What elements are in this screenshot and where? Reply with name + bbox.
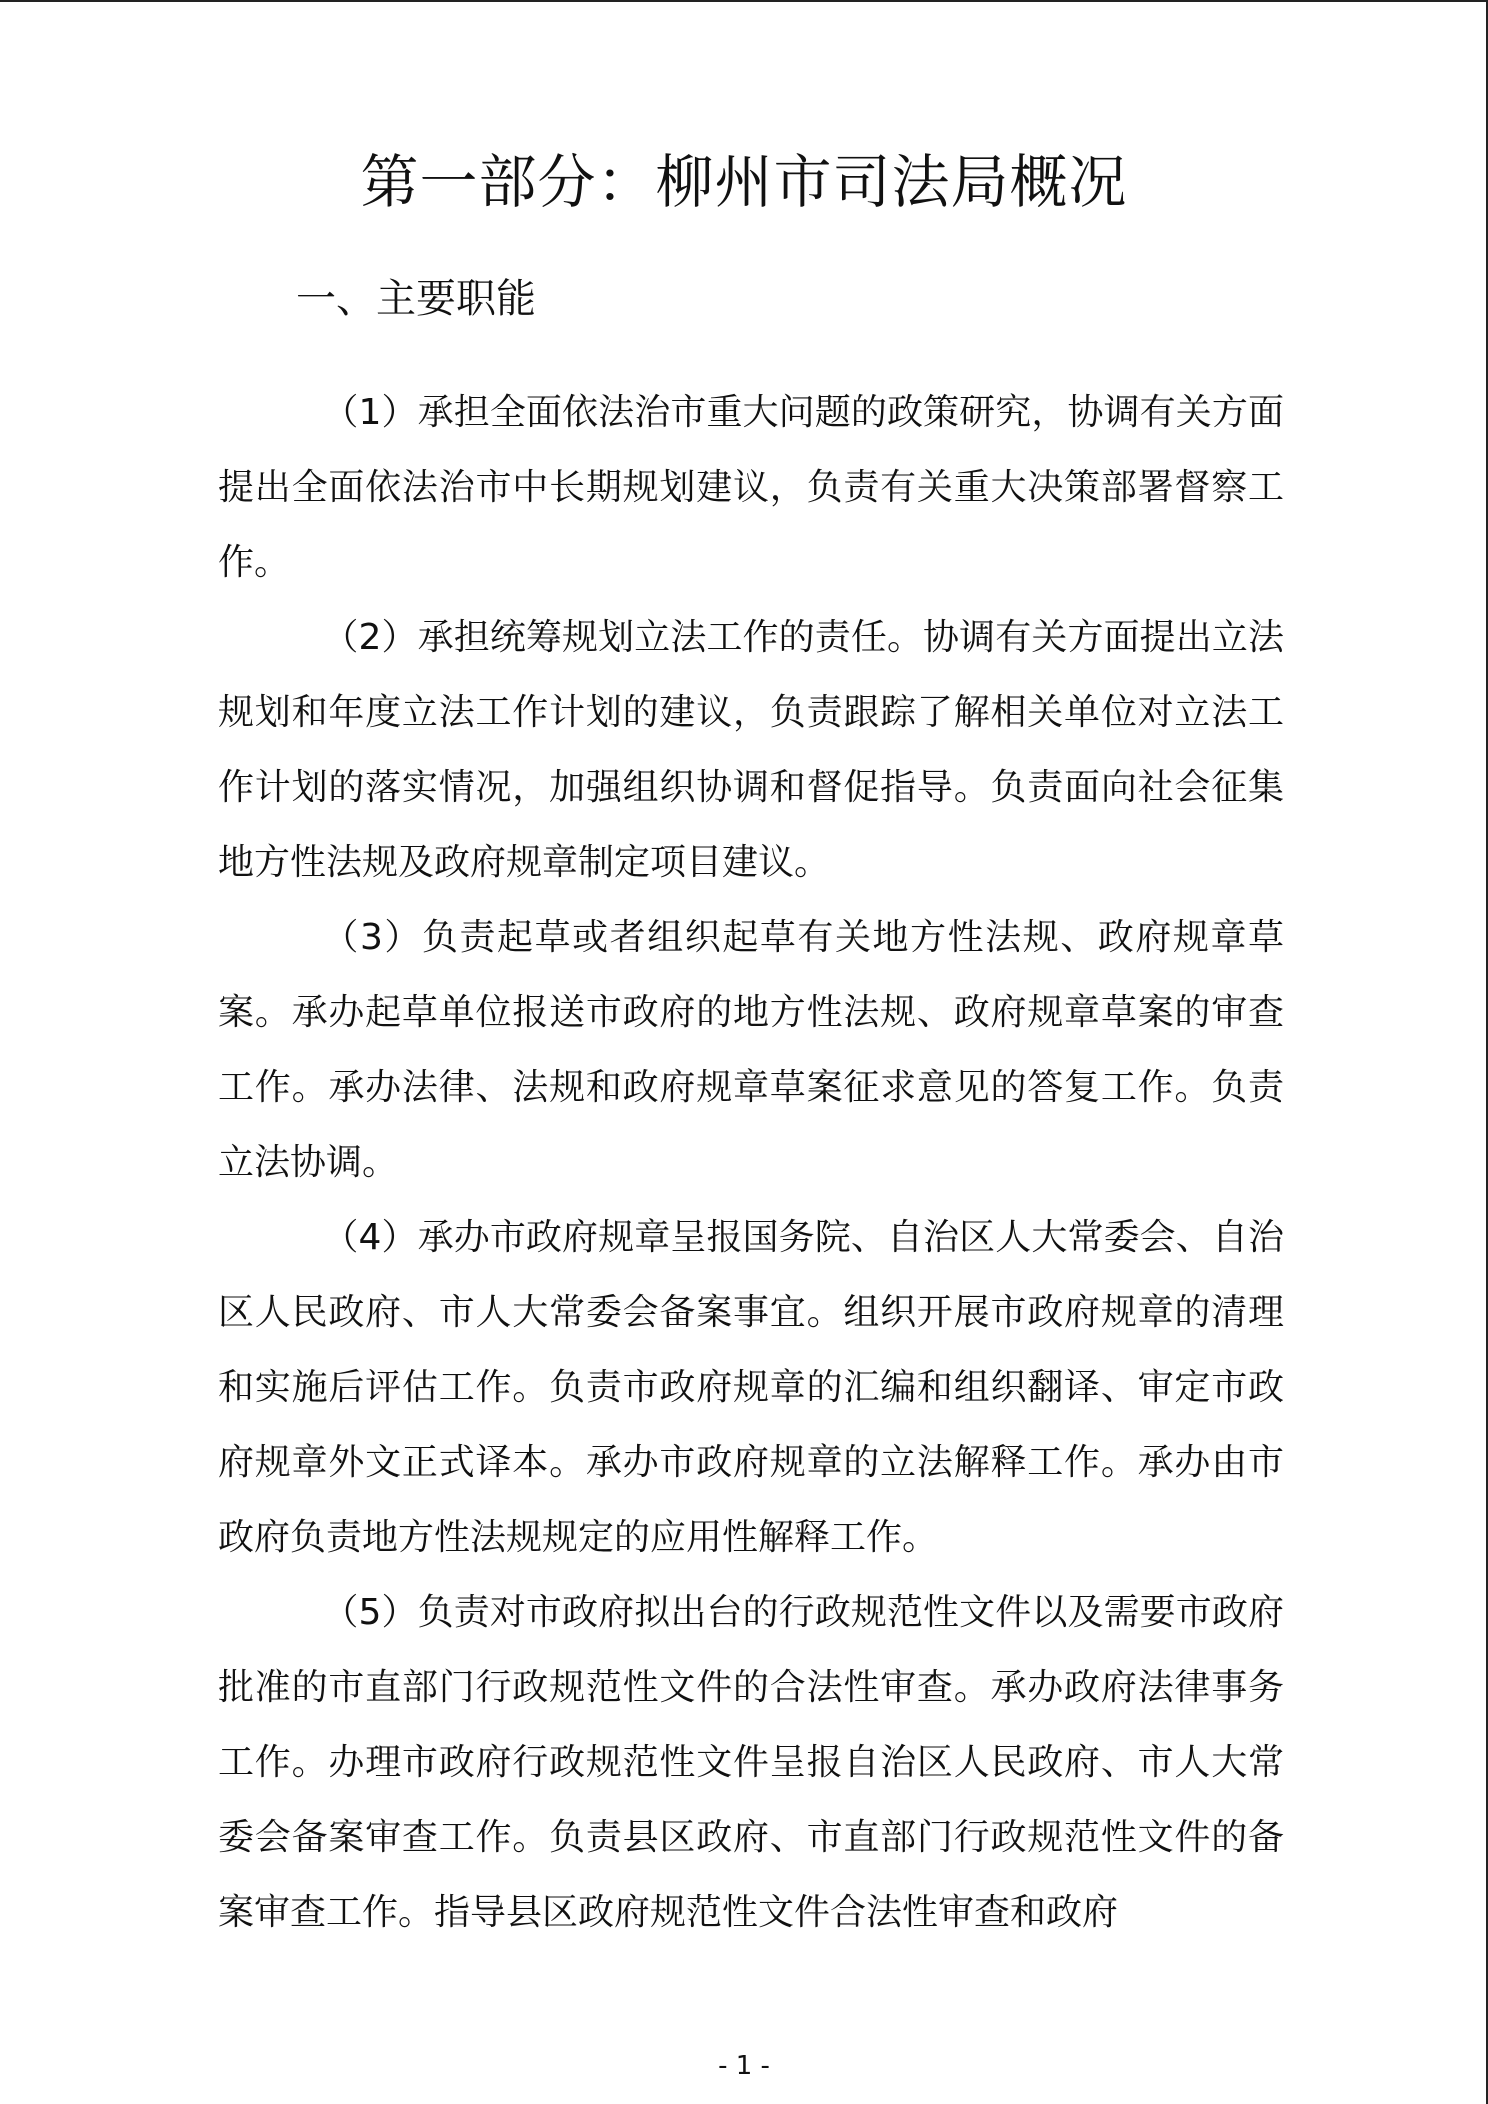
paragraph-5: （5）负责对市政府拟出台的行政规范性文件以及需要市政府批准的市直部门行政规范性文件的合法性审查。承办政府法律事务工作。办理市政府行政规范性文件呈报自治区人民政府、市人大常委会备案审查工作。负责县区政府、市直部门行政规范性文件的备案审查工作。指导县区政府规范性文件合法性审查和政府 [218, 1592, 1284, 1933]
page-title: 第一部分：柳州市司法局概况 [360, 148, 1128, 216]
paragraph-2: （2）承担统筹规划立法工作的责任。协调有关方面提出立法规划和年度立法工作计划的建议，负责跟踪了解相关单位对立法工作计划的落实情况，加强组织协调和督促指导。负责面向社会征集地方性法规及政府规章制定项目建议。 [218, 617, 1284, 883]
paragraph-3: （3）负责起草或者组织起草有关地方性法规、政府规章草案。承办起草单位报送市政府的地方性法规、政府规章草案的审查工作。承办法律、法规和政府规章草案征求意见的答复工作。负责立法协调。 [218, 917, 1284, 1183]
paragraph-1: （1）承担全面依法治市重大问题的政策研究，协调有关方面提出全面依法治市中长期规划建议，负责有关重大决策部署督察工作。 [218, 392, 1284, 583]
section-heading: 一、主要职能 [296, 276, 536, 322]
paragraph-4: （4）承办市政府规章呈报国务院、自治区人大常委会、自治区人民政府、市人大常委会备案事宜。组织开展市政府规章的清理和实施后评估工作。负责市政府规章的汇编和组织翻译、审定市政府规章外文正式译本。承办市政府规章的立法解释工作。承办由市政府负责地方性法规规定的应用性解释工作。 [218, 1217, 1284, 1558]
body-text [218, 375, 1284, 1950]
page-number: - 1 - [718, 2051, 770, 2081]
